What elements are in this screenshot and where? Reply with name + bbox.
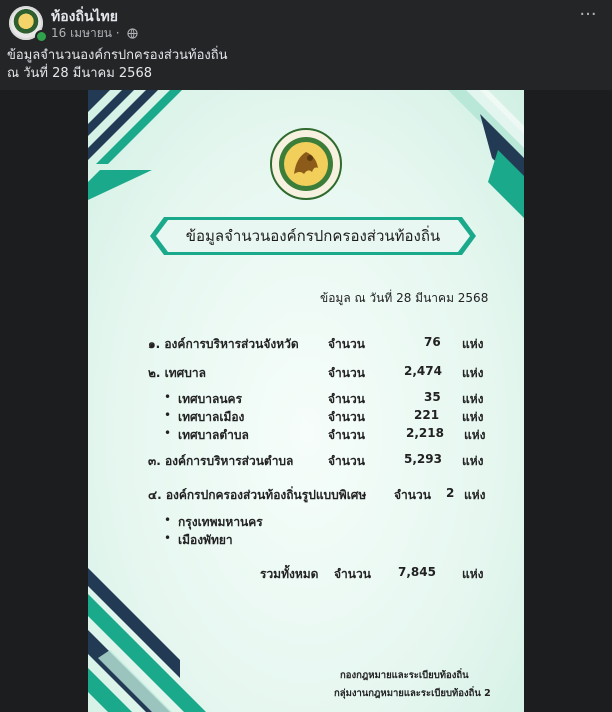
total-unit: แห่ง (462, 567, 484, 581)
row-7-value: 2 (446, 486, 455, 500)
post-date-text: 16 เมษายน · (51, 26, 120, 40)
row-3-value: 35 (424, 390, 441, 404)
bullet-dot: • (164, 531, 172, 545)
page-name-link[interactable]: ท้องถิ่นไทย (51, 9, 118, 25)
row-1-word: จำนวน (328, 337, 365, 351)
infographic-title: ข้อมูลจำนวนองค์กรปกครองส่วนท้องถิ่น (185, 227, 441, 245)
total-value: 7,845 (398, 565, 436, 579)
globe-icon (127, 28, 138, 39)
row-4-value: 221 (414, 408, 440, 422)
row-4-unit: แห่ง (462, 410, 484, 424)
row-6-unit: แห่ง (462, 454, 484, 468)
bullet-dot: • (164, 426, 172, 440)
footer-division: กองกฎหมายและระเบียบท้องถิ่น (340, 670, 469, 681)
caption-line-1: ข้อมูลจำนวนองค์กรปกครองส่วนท้องถิ่น (7, 48, 228, 63)
row-3-unit: แห่ง (462, 392, 484, 406)
row-2-word: จำนวน (328, 366, 365, 380)
caption-line-2: ณ วันที่ 28 มีนาคม 2568 (7, 66, 152, 81)
department-seal-logo (270, 128, 342, 200)
special-item-pattaya: เมืองพัทยา (178, 533, 233, 547)
online-status-dot (35, 30, 48, 43)
row-5-unit: แห่ง (464, 428, 486, 442)
post-caption (7, 47, 228, 83)
post-date[interactable] (51, 24, 138, 43)
row-5-label: เทศบาลตำบล (178, 428, 249, 442)
row-7-word: จำนวน (394, 488, 431, 502)
row-6-label: ๓. องค์การบริหารส่วนตำบล (148, 454, 294, 468)
infographic (88, 90, 524, 712)
row-3-label: เทศบาลนคร (178, 392, 243, 406)
bullet-dot: • (164, 390, 172, 404)
row-2-label: ๒. เทศบาล (148, 366, 206, 380)
bullet-dot: • (164, 513, 172, 527)
row-5-value: 2,218 (406, 426, 444, 440)
row-3-word: จำนวน (328, 392, 365, 406)
total-label: รวมทั้งหมด (260, 567, 319, 581)
total-word: จำนวน (334, 567, 371, 581)
post-header (0, 0, 612, 90)
footer-group: กลุ่มงานกฎหมายและระเบียบท้องถิ่น 2 (334, 688, 491, 699)
row-2-unit: แห่ง (462, 366, 484, 380)
post-image[interactable] (0, 90, 612, 712)
row-4-word: จำนวน (328, 410, 365, 424)
row-1-label: ๑. องค์การบริหารส่วนจังหวัด (148, 337, 299, 351)
row-1-value: 76 (424, 335, 441, 349)
row-6-word: จำนวน (328, 454, 365, 468)
row-2-value: 2,474 (404, 364, 442, 378)
row-6-value: 5,293 (404, 452, 442, 466)
row-1-unit: แห่ง (462, 337, 484, 351)
bullet-dot: • (164, 408, 172, 422)
row-7-unit: แห่ง (464, 488, 486, 502)
row-5-word: จำนวน (328, 428, 365, 442)
as-of-date: ข้อมูล ณ วันที่ 28 มีนาคม 2568 (320, 291, 489, 305)
special-item-bangkok: กรุงเทพมหานคร (178, 515, 263, 529)
row-7-label: ๔. องค์กรปกครองส่วนท้องถิ่นรูปแบบพิเศษ (148, 488, 367, 502)
row-4-label: เทศบาลเมือง (178, 410, 245, 424)
more-options-button[interactable]: ··· (579, 4, 597, 25)
